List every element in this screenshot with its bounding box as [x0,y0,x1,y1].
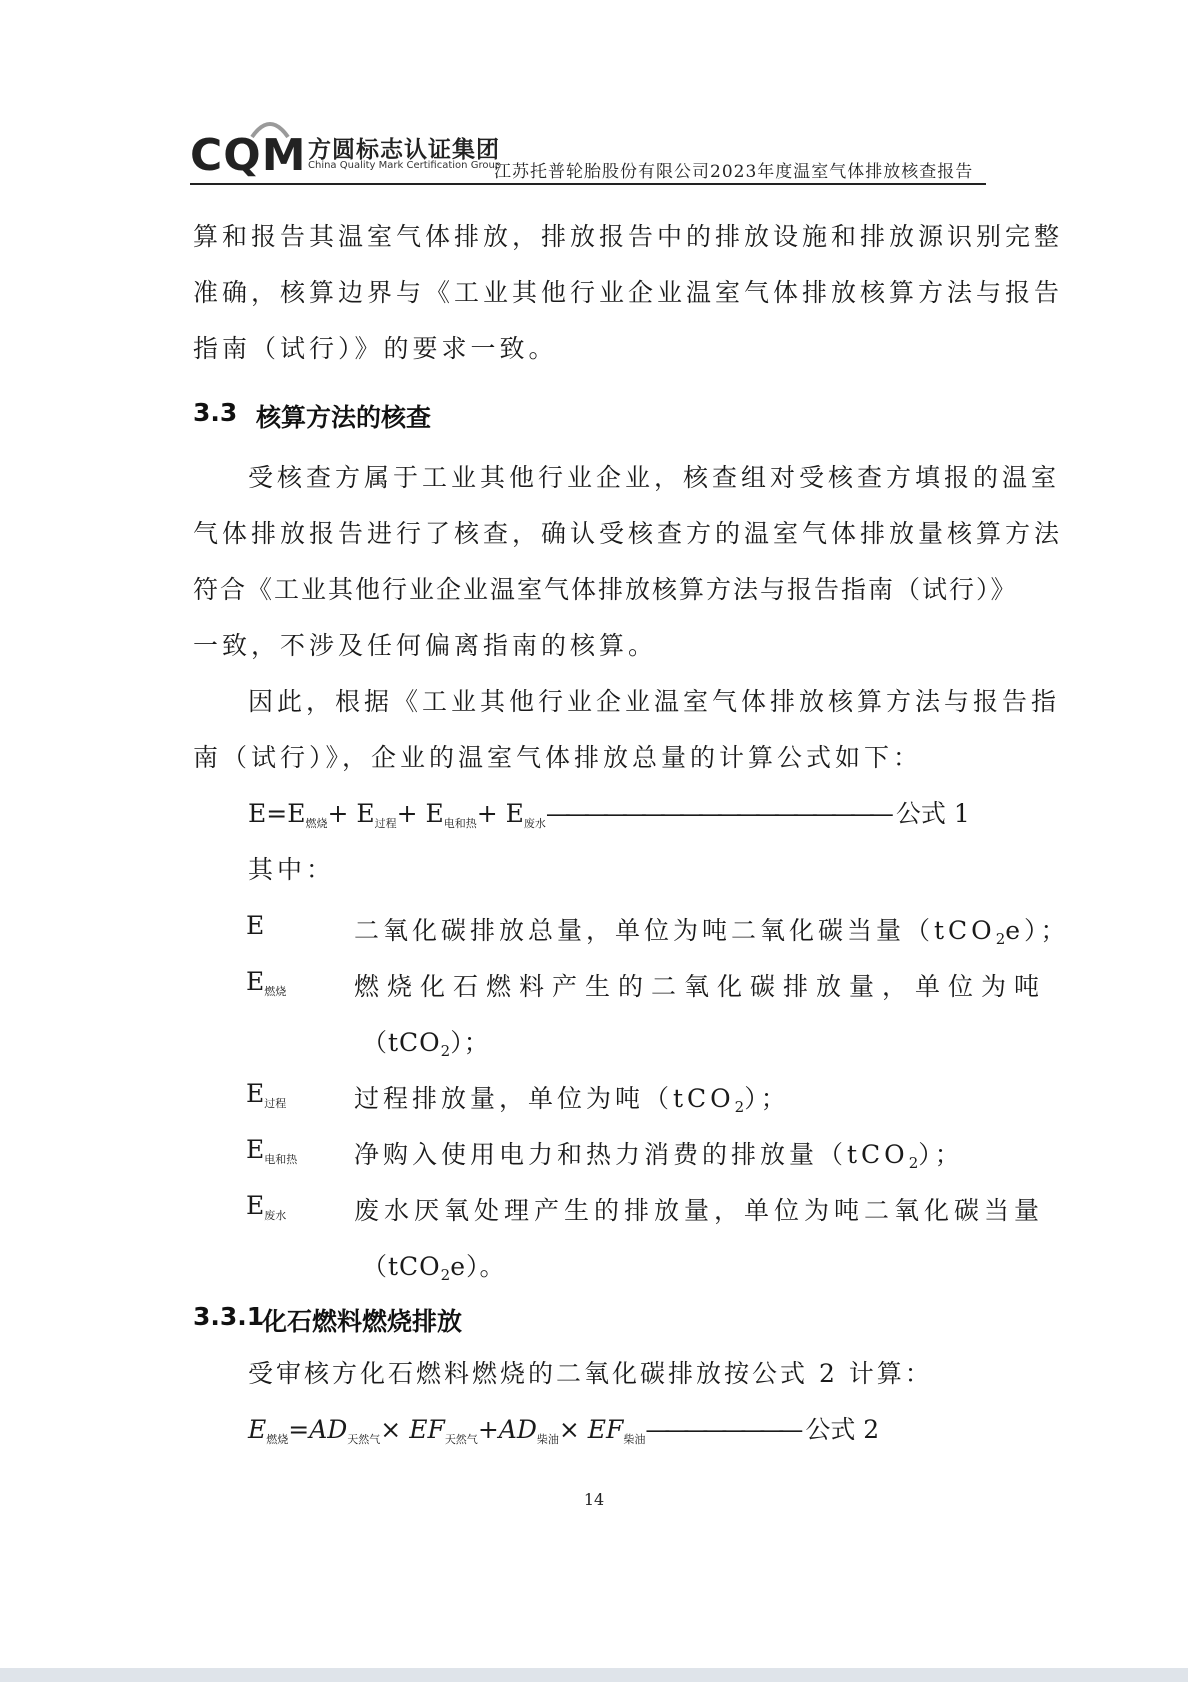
definition-var: $E_{过程}$ [246,1079,287,1110]
scan-edge [0,1668,1188,1682]
definition-var: $E_{废水}$ [246,1191,287,1222]
subsection-number: 3.3.1 [193,1302,265,1331]
definition-text: 净购入使用电力和热力消费的排放量（tCO$_2$）； [354,1140,964,1172]
formula-1: $E=E_{燃烧}+ E_{过程}+ E_{电和热}+$ $E_{废水}——————————————————$ 公式 1 [248,799,970,830]
definition-text-cont: （tCO$_2$）； [362,1028,490,1060]
para1-line: 指南（试行）》的要求一致。 [193,334,558,363]
org-name-cn: 方圆标志认证集团 [308,137,500,163]
formula-2: $E_{燃烧}=AD_{天然气}\times EF_{天然气}+AD_{柴油}\times$ $EF_{柴油}————————$ 公式 2 [248,1415,880,1446]
where-label: 其中： [248,855,336,884]
definition-text: 燃烧化石燃料产生的二氧化碳排放量，单位为吨 [354,972,1048,1001]
definition-var: $E_{燃烧}$ [246,967,287,998]
para3-line: 因此，根据《工业其他行业企业温室气体排放核算方法与报告指 [248,687,1061,716]
para2-line: 气体排放报告进行了核查，确认受核查方的温室气体排放量核算方法 [193,519,1064,548]
org-name-en: China Quality Mark Certification Group [308,160,502,171]
definition-text: 二氧化碳排放总量，单位为吨二氧化碳当量（tCO$_2$e）； [354,916,1070,948]
definition-text: 废水厌氧处理产生的排放量，单位为吨二氧化碳当量 [354,1196,1045,1225]
para3-line: 南（试行）》，企业的温室气体排放总量的计算公式如下： [193,743,923,772]
definition-var: $E_{电和热}$ [246,1135,298,1166]
report-title: 江苏托普轮胎股份有限公司2023年度温室气体排放核查报告 [494,162,974,182]
para1-line: 准确，核算边界与《工业其他行业企业温室气体排放核算方法与报告 [193,278,1064,307]
para2-line: 受核查方属于工业其他行业企业，核查组对受核查方填报的温室 [248,463,1061,492]
logo-text: CQM [190,130,307,181]
section-title: 核算方法的核查 [256,403,432,432]
definition-text: 过程排放量，单位为吨（tCO$_2$）； [354,1084,790,1116]
header-divider [190,183,986,185]
section-number: 3.3 [193,398,238,427]
subsection-title: 化石燃料燃烧排放 [262,1307,463,1336]
para4-line: 受审核方化石燃料燃烧的二氧化碳排放按公式 2 计算： [248,1359,933,1388]
para2-line: 一致，不涉及任何偏离指南的核算。 [193,631,658,660]
para2-line: 符合《工业其他行业企业温室气体排放核算方法与报告指南（试行）》 [193,575,1018,604]
definition-text-cont: （tCO$_2$e）。 [362,1252,506,1284]
definition-var: E [246,911,265,940]
page-number: 14 [583,1490,605,1509]
para1-line: 算和报告其温室气体排放，排放报告中的排放设施和排放源识别完整 [193,222,1064,251]
